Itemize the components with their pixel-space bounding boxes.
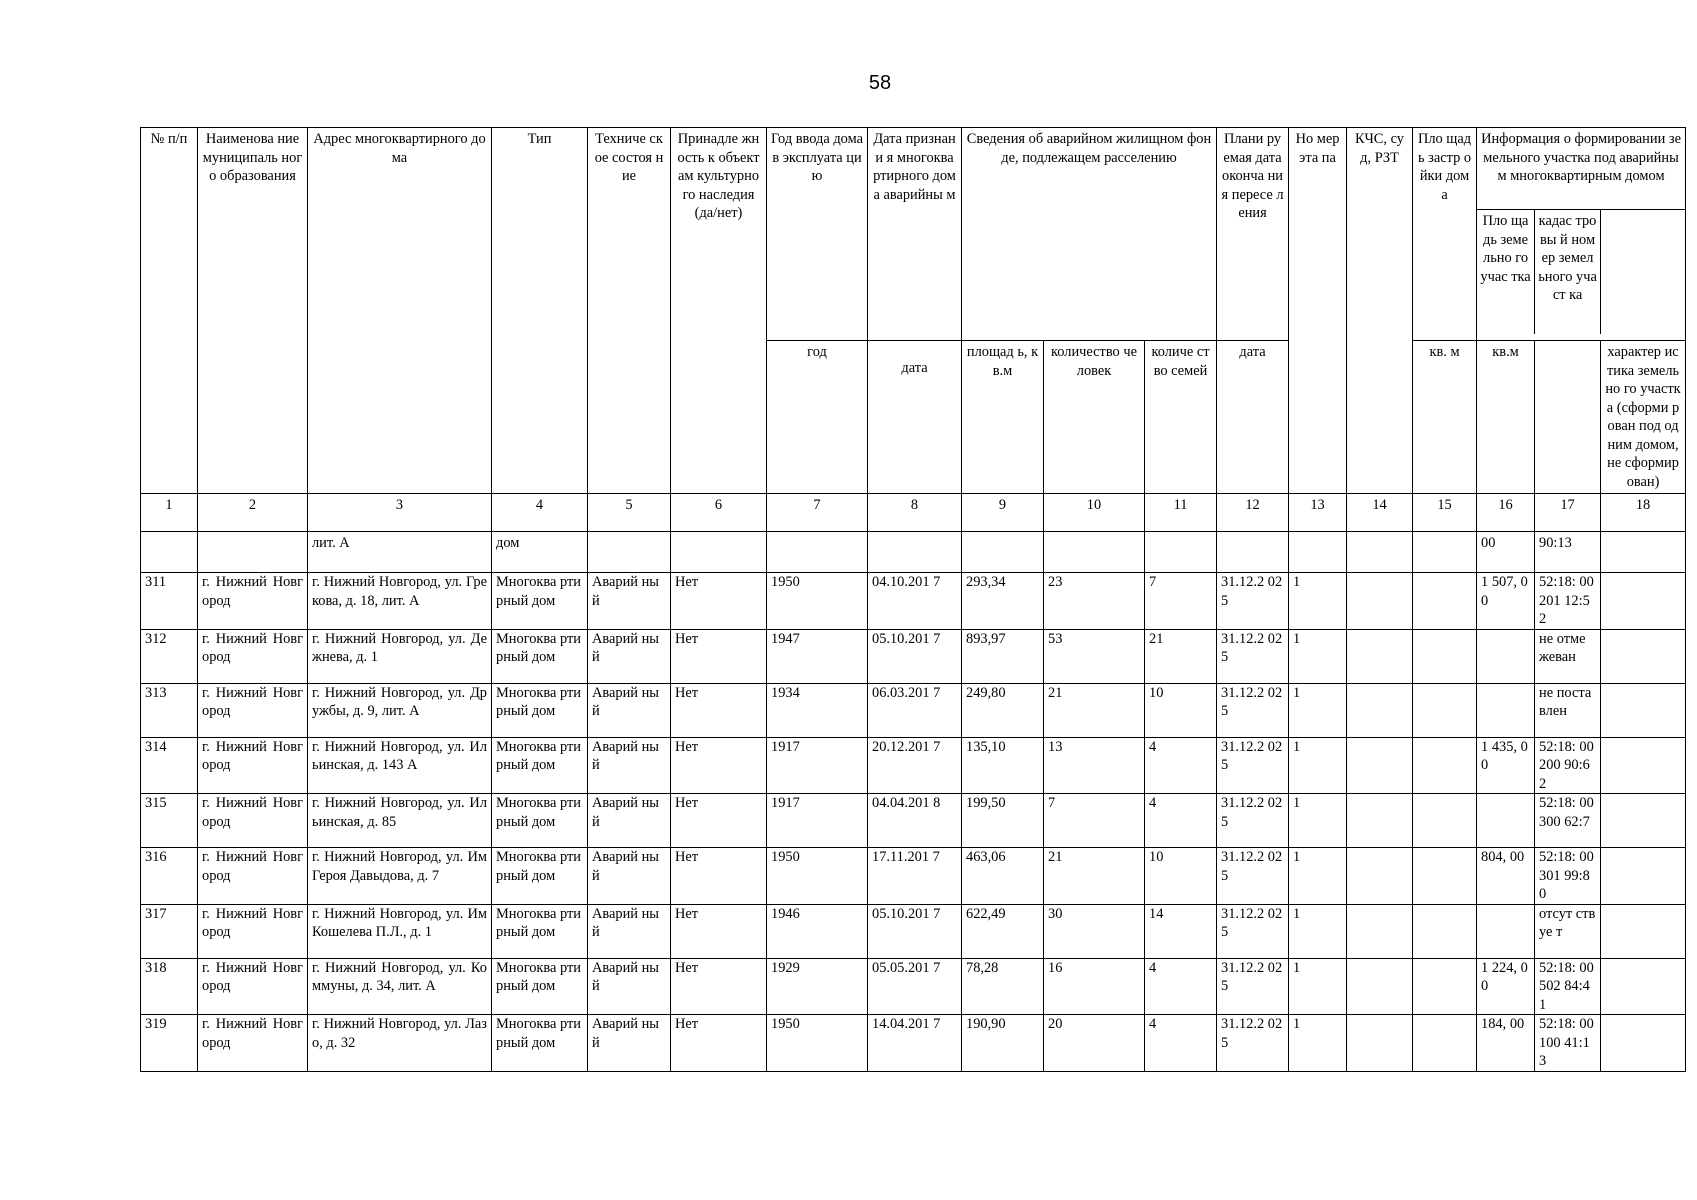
cell-planned-date: 31.12.2 025 — [1217, 958, 1289, 1015]
cell-num: 317 — [141, 904, 198, 958]
cell-num: 312 — [141, 629, 198, 683]
cell-land-area: 1 224, 00 — [1477, 958, 1535, 1015]
column-number-row — [141, 494, 1686, 532]
cell-address: г. Нижний Новгород, ул. Лазо, д. 32 — [308, 1015, 492, 1072]
cell-people: 13 — [1044, 737, 1145, 794]
cell-heritage: Нет — [671, 629, 767, 683]
cell-cadastral: 52:18: 00100 41:13 — [1535, 1015, 1601, 1072]
cell-kchs — [1347, 848, 1413, 905]
cont-planned — [1217, 532, 1289, 573]
header-stage: Но мер эта па — [1289, 128, 1347, 494]
cell-municipality: г. Нижний Новгород — [198, 904, 308, 958]
cont-condition — [588, 532, 671, 573]
cell-year: 1950 — [767, 1015, 868, 1072]
cell-num: 311 — [141, 573, 198, 630]
cell-municipality: г. Нижний Новгород — [198, 629, 308, 683]
cell-condition: Аварий ный — [588, 629, 671, 683]
header-people: количество человек — [1044, 341, 1145, 494]
cell-characteristic — [1601, 573, 1686, 630]
cell-area: 78,28 — [962, 958, 1044, 1015]
cell-cadastral: 52:18: 00301 99:80 — [1535, 848, 1601, 905]
cell-address: г. Нижний Новгород, ул. Грекова, д. 18, лит. А — [308, 573, 492, 630]
cell-stage: 1 — [1289, 904, 1347, 958]
cell-type: Многоква ртирный дом — [492, 794, 588, 848]
cell-municipality: г. Нижний Новгород — [198, 573, 308, 630]
header-build-area: Пло щадь застр ойки дома — [1413, 128, 1477, 341]
cell-area: 190,90 — [962, 1015, 1044, 1072]
cell-recognition-date: 05.05.201 7 — [868, 958, 962, 1015]
cell-cadastral: 52:18: 00502 84:41 — [1535, 958, 1601, 1015]
cell-recognition-date: 14.04.201 7 — [868, 1015, 962, 1072]
column-number: 2 — [198, 494, 308, 532]
column-number: 17 — [1535, 494, 1601, 532]
cell-kchs — [1347, 904, 1413, 958]
cell-planned-date: 31.12.2 025 — [1217, 848, 1289, 905]
cell-families: 4 — [1145, 958, 1217, 1015]
cell-families: 10 — [1145, 683, 1217, 737]
cell-recognition-date: 04.10.201 7 — [868, 573, 962, 630]
cont-area — [962, 532, 1044, 573]
cell-condition: Аварий ный — [588, 737, 671, 794]
cell-area: 249,80 — [962, 683, 1044, 737]
cell-address: г. Нижний Новгород, ул. Ильинская, д. 85 — [308, 794, 492, 848]
cont-kchs — [1347, 532, 1413, 573]
cell-build-area — [1413, 737, 1477, 794]
cell-recognition-date: 05.10.201 7 — [868, 629, 962, 683]
cell-cadastral: не поста влен — [1535, 683, 1601, 737]
cell-planned-date: 31.12.2 025 — [1217, 737, 1289, 794]
cell-recognition-date: 04.04.201 8 — [868, 794, 962, 848]
cell-condition: Аварий ный — [588, 573, 671, 630]
cell-land-area: 1 507, 00 — [1477, 573, 1535, 630]
cell-planned-date: 31.12.2 025 — [1217, 1015, 1289, 1072]
cont-build-area — [1413, 532, 1477, 573]
header-families: количе ство семей — [1145, 341, 1217, 494]
cell-cadastral: 52:18: 00201 12:52 — [1535, 573, 1601, 630]
cell-year: 1947 — [767, 629, 868, 683]
cont-num — [141, 532, 198, 573]
cell-planned-date: 31.12.2 025 — [1217, 904, 1289, 958]
header-municipality: Наименова ние муниципаль ного образования — [198, 128, 308, 494]
table-row — [141, 958, 1686, 1015]
header-cadastral-sub — [1535, 341, 1601, 494]
cell-characteristic — [1601, 629, 1686, 683]
column-number: 13 — [1289, 494, 1347, 532]
cont-heritage — [671, 532, 767, 573]
cell-stage: 1 — [1289, 683, 1347, 737]
header-date-sub: дата — [868, 341, 962, 494]
cell-num: 313 — [141, 683, 198, 737]
cell-condition: Аварий ный — [588, 794, 671, 848]
cell-kchs — [1347, 629, 1413, 683]
cell-cadastral: 52:18: 00300 62:7 — [1535, 794, 1601, 848]
cell-address: г. Нижний Новгород, ул. Им Героя Давыдова, д. 7 — [308, 848, 492, 905]
column-number: 11 — [1145, 494, 1217, 532]
cell-people: 30 — [1044, 904, 1145, 958]
cell-num: 319 — [141, 1015, 198, 1072]
cell-condition: Аварий ный — [588, 1015, 671, 1072]
cont-families — [1145, 532, 1217, 573]
cont-stage — [1289, 532, 1347, 573]
cell-stage: 1 — [1289, 629, 1347, 683]
cell-year: 1946 — [767, 904, 868, 958]
cell-land-area: 804, 00 — [1477, 848, 1535, 905]
cell-num: 314 — [141, 737, 198, 794]
cell-stage: 1 — [1289, 1015, 1347, 1072]
cell-heritage: Нет — [671, 958, 767, 1015]
cell-land-area — [1477, 904, 1535, 958]
column-number: 10 — [1044, 494, 1145, 532]
cell-people: 16 — [1044, 958, 1145, 1015]
cell-heritage: Нет — [671, 904, 767, 958]
cell-planned-date: 31.12.2 025 — [1217, 794, 1289, 848]
cell-type: Многоква ртирный дом — [492, 573, 588, 630]
cell-land-area — [1477, 629, 1535, 683]
cont-address: лит. А — [308, 532, 492, 573]
cell-area: 199,50 — [962, 794, 1044, 848]
cont-people — [1044, 532, 1145, 573]
cell-people: 7 — [1044, 794, 1145, 848]
cell-kchs — [1347, 573, 1413, 630]
table-row — [141, 737, 1686, 794]
cell-condition: Аварий ный — [588, 958, 671, 1015]
cell-characteristic — [1601, 958, 1686, 1015]
cell-kchs — [1347, 958, 1413, 1015]
header-condition: Техниче ское состоя ние — [588, 128, 671, 494]
column-number: 6 — [671, 494, 767, 532]
data-rows — [141, 573, 1686, 1072]
column-number: 7 — [767, 494, 868, 532]
header-type: Тип — [492, 128, 588, 494]
header-cadastral: кадас тровы й номер земел ьного участ ка — [1535, 210, 1601, 334]
cell-condition: Аварий ный — [588, 848, 671, 905]
cell-families: 4 — [1145, 1015, 1217, 1072]
cell-people: 21 — [1044, 683, 1145, 737]
cell-stage: 1 — [1289, 958, 1347, 1015]
cell-address: г. Нижний Новгород, ул. Дежнева, д. 1 — [308, 629, 492, 683]
column-number: 16 — [1477, 494, 1535, 532]
cell-address: г. Нижний Новгород, ул. Коммуны, д. 34, лит. А — [308, 958, 492, 1015]
cell-municipality: г. Нижний Новгород — [198, 794, 308, 848]
cell-characteristic — [1601, 683, 1686, 737]
cell-characteristic — [1601, 848, 1686, 905]
cell-type: Многоква ртирный дом — [492, 683, 588, 737]
cell-characteristic — [1601, 904, 1686, 958]
cell-recognition-date: 20.12.201 7 — [868, 737, 962, 794]
cell-num: 316 — [141, 848, 198, 905]
cell-families: 7 — [1145, 573, 1217, 630]
cell-families: 14 — [1145, 904, 1217, 958]
cell-municipality: г. Нижний Новгород — [198, 958, 308, 1015]
cell-kchs — [1347, 794, 1413, 848]
header-characteristic-top — [1601, 210, 1685, 334]
cell-planned-date: 31.12.2 025 — [1217, 573, 1289, 630]
cell-kchs — [1347, 1015, 1413, 1072]
continuation-row — [141, 532, 1686, 573]
cell-type: Многоква ртирный дом — [492, 629, 588, 683]
cell-people: 20 — [1044, 1015, 1145, 1072]
cell-cadastral: отсут ствуе т — [1535, 904, 1601, 958]
cell-type: Многоква ртирный дом — [492, 848, 588, 905]
cell-build-area — [1413, 794, 1477, 848]
header-year: Год ввода дома в эксплуата цию — [767, 128, 868, 341]
cell-families: 21 — [1145, 629, 1217, 683]
cell-characteristic — [1601, 737, 1686, 794]
cell-land-area — [1477, 794, 1535, 848]
cell-heritage: Нет — [671, 737, 767, 794]
column-number: 14 — [1347, 494, 1413, 532]
table-row — [141, 629, 1686, 683]
cell-heritage: Нет — [671, 683, 767, 737]
cell-stage: 1 — [1289, 848, 1347, 905]
table-row — [141, 904, 1686, 958]
cell-land-area: 1 435, 00 — [1477, 737, 1535, 794]
column-number: 3 — [308, 494, 492, 532]
cell-condition: Аварий ный — [588, 904, 671, 958]
cell-heritage: Нет — [671, 794, 767, 848]
table-row — [141, 1015, 1686, 1072]
column-number: 18 — [1601, 494, 1686, 532]
cell-families: 10 — [1145, 848, 1217, 905]
cell-heritage: Нет — [671, 573, 767, 630]
column-number: 15 — [1413, 494, 1477, 532]
header-address: Адрес многоквартирного дома — [308, 128, 492, 494]
cell-area: 463,06 — [962, 848, 1044, 905]
cell-build-area — [1413, 683, 1477, 737]
cell-kchs — [1347, 737, 1413, 794]
cell-build-area — [1413, 629, 1477, 683]
column-number: 12 — [1217, 494, 1289, 532]
cont-year — [767, 532, 868, 573]
cell-year: 1929 — [767, 958, 868, 1015]
header-land-area: Пло щадь земе льно го учас тка — [1477, 210, 1535, 334]
cell-people: 53 — [1044, 629, 1145, 683]
cell-heritage: Нет — [671, 1015, 767, 1072]
header-recognition-date: Дата признани я многоква ртирного дома аварийны м — [868, 128, 962, 341]
cell-cadastral: 52:18: 00200 90:62 — [1535, 737, 1601, 794]
header-heritage: Принадле жность к объектам культурно го наследия (да/нет) — [671, 128, 767, 494]
cell-stage: 1 — [1289, 573, 1347, 630]
cell-year: 1917 — [767, 737, 868, 794]
cell-type: Многоква ртирный дом — [492, 904, 588, 958]
header-characteristic: характер истика земельно го участка (сформи рован под одним домом, не сформир ован) — [1601, 341, 1686, 494]
cell-municipality: г. Нижний Новгород — [198, 737, 308, 794]
cont-cadastral: 90:13 — [1535, 532, 1601, 573]
header-emergency-fund-group: Сведения об аварийном жилищном фонде, подлежащем расселению — [962, 128, 1217, 341]
cell-people: 23 — [1044, 573, 1145, 630]
cell-condition: Аварий ный — [588, 683, 671, 737]
header-land-info-title: Информация о формировании земельного участка под аварийным многоквартирным домом — [1477, 128, 1685, 210]
page-number: 58 — [868, 72, 892, 94]
header-land-info-group — [1477, 128, 1686, 341]
cell-year: 1917 — [767, 794, 868, 848]
cell-build-area — [1413, 573, 1477, 630]
column-number: 9 — [962, 494, 1044, 532]
cell-num: 318 — [141, 958, 198, 1015]
cell-planned-date: 31.12.2 025 — [1217, 629, 1289, 683]
table-row — [141, 794, 1686, 848]
header-build-area-sub: кв. м — [1413, 341, 1477, 494]
cell-recognition-date: 05.10.201 7 — [868, 904, 962, 958]
cell-recognition-date: 06.03.201 7 — [868, 683, 962, 737]
cell-municipality: г. Нижний Новгород — [198, 848, 308, 905]
cell-type: Многоква ртирный дом — [492, 1015, 588, 1072]
column-number: 4 — [492, 494, 588, 532]
cont-date — [868, 532, 962, 573]
table-row — [141, 848, 1686, 905]
cell-type: Многоква ртирный дом — [492, 737, 588, 794]
header-area: площад ь, кв.м — [962, 341, 1044, 494]
cell-heritage: Нет — [671, 848, 767, 905]
emergency-housing-table — [140, 127, 1686, 1072]
cell-recognition-date: 17.11.201 7 — [868, 848, 962, 905]
cell-stage: 1 — [1289, 794, 1347, 848]
cell-people: 21 — [1044, 848, 1145, 905]
cell-build-area — [1413, 958, 1477, 1015]
header-planned-sub: дата — [1217, 341, 1289, 494]
header-land-info-subcols — [1477, 210, 1685, 334]
column-number: 8 — [868, 494, 962, 532]
header-year-sub: год — [767, 341, 868, 494]
cell-families: 4 — [1145, 737, 1217, 794]
cell-year: 1934 — [767, 683, 868, 737]
cell-cadastral: не отме жеван — [1535, 629, 1601, 683]
cell-area: 293,34 — [962, 573, 1044, 630]
cell-address: г. Нижний Новгород, ул. Ильинская, д. 143 А — [308, 737, 492, 794]
cell-land-area: 184, 00 — [1477, 1015, 1535, 1072]
cell-stage: 1 — [1289, 737, 1347, 794]
table-row — [141, 573, 1686, 630]
cell-address: г. Нижний Новгород, ул. Дружбы, д. 9, лит. А — [308, 683, 492, 737]
cell-municipality: г. Нижний Новгород — [198, 683, 308, 737]
cell-land-area — [1477, 683, 1535, 737]
column-number: 5 — [588, 494, 671, 532]
cell-characteristic — [1601, 1015, 1686, 1072]
cell-address: г. Нижний Новгород, ул. Им Кошелева П.Л., д. 1 — [308, 904, 492, 958]
column-number: 1 — [141, 494, 198, 532]
header-num: № п/п — [141, 128, 198, 494]
cell-kchs — [1347, 683, 1413, 737]
cell-year: 1950 — [767, 848, 868, 905]
cell-area: 622,49 — [962, 904, 1044, 958]
cell-families: 4 — [1145, 794, 1217, 848]
cell-characteristic — [1601, 794, 1686, 848]
cell-build-area — [1413, 904, 1477, 958]
table-row — [141, 683, 1686, 737]
cell-municipality: г. Нижний Новгород — [198, 1015, 308, 1072]
cont-municipality — [198, 532, 308, 573]
cont-characteristic — [1601, 532, 1686, 573]
cell-year: 1950 — [767, 573, 868, 630]
cell-area: 893,97 — [962, 629, 1044, 683]
cell-type: Многоква ртирный дом — [492, 958, 588, 1015]
cell-area: 135,10 — [962, 737, 1044, 794]
cell-build-area — [1413, 848, 1477, 905]
header-land-area-sub: кв.м — [1477, 341, 1535, 494]
header-row-1 — [141, 128, 1686, 341]
cont-land-area: 00 — [1477, 532, 1535, 573]
cell-num: 315 — [141, 794, 198, 848]
cell-planned-date: 31.12.2 025 — [1217, 683, 1289, 737]
header-planned-date: Плани руемая дата оконча ния пересе ления — [1217, 128, 1289, 341]
cont-type: дом — [492, 532, 588, 573]
cell-build-area — [1413, 1015, 1477, 1072]
header-kchs: КЧС, суд, РЗТ — [1347, 128, 1413, 494]
